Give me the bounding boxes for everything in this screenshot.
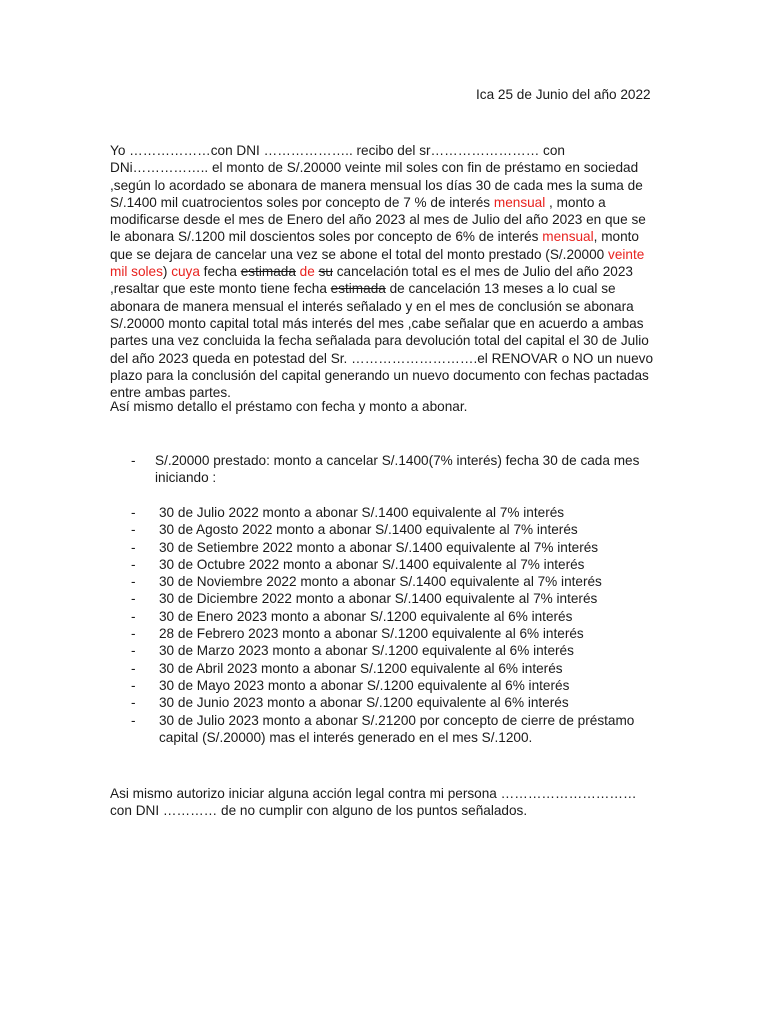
bullet-dash: - (131, 608, 136, 624)
payment-item (131, 642, 661, 659)
text-segment: fecha (199, 264, 241, 280)
payment-text: 30 de Diciembre 2022 monto a abonar S/.1400 equivalente al 7% interés (159, 591, 598, 607)
payment-text: 30 de Abril 2023 monto a abonar S/.1200 equivalente al 6% interés (159, 660, 563, 676)
bullet-dash: - (131, 505, 136, 520)
bullet-dash: - (131, 522, 136, 538)
payment-text: 30 de Julio 2022 monto a abonar S/.1400 equivalente al 7% interés (159, 505, 565, 520)
payment-text: 30 de Mayo 2023 monto a abonar S/.1200 equivalente al 6% interés (159, 677, 570, 693)
payment-text: 30 de Junio 2023 monto a abonar S/.1200 equivalente al 6% interés (159, 695, 569, 711)
payment-text: 30 de Julio 2023 monto a abonar S/.21200 por concepto de cierre de préstamo capital (S/.20000) mas el interés generado en el mes S/.1200. (159, 712, 635, 745)
loan-summary-text: S/.20000 prestado: monto a cancelar S/.1400(7% interés) fecha 30 de cada mes iniciando : (155, 453, 640, 486)
strikethrough-text: su (318, 264, 333, 280)
payment-item (131, 556, 661, 573)
strikethrough-text: estimada (240, 264, 296, 280)
text-segment: , monto a modificarse desde el mes de Enero del año 2023 al mes de Julio del año 2023 en que se le abonara S/.1200 mil doscientos soles por concepto de 6% de interés (110, 194, 646, 245)
bullet-dash: - (131, 591, 136, 607)
payment-item (131, 573, 661, 590)
payment-item (131, 625, 661, 642)
bullet-dash: - (131, 712, 136, 728)
payment-text: 30 de Octubre 2022 monto a abonar S/.1400 equivalente al 7% interés (159, 556, 585, 572)
payment-item (131, 677, 661, 694)
text-segment: , monto que se dejara de cancelar una vez se abone el total del monto prestado (S/.20000 (110, 229, 639, 262)
bullet-dash: - (131, 677, 136, 693)
payment-text: 30 de Noviembre 2022 monto a abonar S/.1400 equivalente al 7% interés (159, 574, 602, 590)
payment-item (131, 694, 661, 711)
payment-item (131, 521, 661, 538)
bullet-dash: - (131, 453, 136, 468)
payment-item (131, 590, 661, 607)
payment-text: 30 de Agosto 2022 monto a abonar S/.1400 equivalente al 7% interés (159, 522, 578, 538)
payment-item (131, 712, 661, 747)
red-highlight: de (299, 264, 315, 280)
bullet-dash: - (131, 660, 136, 676)
red-highlight: veinte mil soles (110, 246, 645, 280)
bullet-dash: - (131, 539, 136, 555)
bullet-dash: - (131, 556, 136, 572)
text-segment: Yo ………………con DNI ……………….. recibo del sr…………………… con DNi…………….. el monto de S/.20000 veinte mil soles con fin de préstamo en sociedad ,según lo acordado se abonara de manera mensual los días 30 de cada mes la suma de S/.1400 mil cuatrocientos soles por concepto de 7 % de interés (110, 143, 643, 210)
legal-authorization-paragraph: Asi mismo autorizo iniciar alguna acción legal contra mi persona …………………………con DNI ………… de no cumplir con alguno de los puntos señalados. (110, 786, 637, 819)
bullet-dash: - (131, 626, 136, 642)
bullet-dash: - (131, 643, 136, 659)
loan-agreement-paragraph (110, 142, 658, 401)
bullet-dash: - (131, 695, 136, 711)
date-line: Ica 25 de Junio del año 2022 (476, 87, 651, 102)
payment-item (131, 660, 661, 677)
text-segment: de cancelación 13 meses a lo cual se abonara de manera mensual el interés señalado y en el mes de conclusión se abonara S/.20000 monto capital total más interés del mes ,cabe señalar que en acuerdo a ambas partes una vez concluida la fecha señalada para devolución total del capital el 30 de Julio del año 2023 queda en potestad del Sr. ……………………….el RENOVAR o NO un nuevo plazo para la conclusión del capital generando un nuevo documento con fechas pactadas entre ambas partes. (110, 281, 654, 401)
payment-text: 30 de Setiembre 2022 monto a abonar S/.1400 equivalente al 7% interés (159, 539, 599, 555)
text-segment: cancelación total es el mes de Julio del año 2023 ,resaltar que este monto tiene fecha (110, 264, 633, 297)
payment-schedule-list (131, 504, 661, 746)
red-highlight: cuya (171, 264, 200, 280)
red-highlight: mensual (542, 229, 594, 245)
payment-text: 28 de Febrero 2023 monto a abonar S/.1200 equivalente al 6% interés (159, 626, 584, 642)
payment-item (131, 504, 661, 521)
payment-text: 30 de Marzo 2023 monto a abonar S/.1200 equivalente al 6% interés (159, 643, 574, 659)
text-segment: ) (162, 264, 172, 280)
payment-item (131, 539, 661, 556)
payment-item (131, 608, 661, 625)
strikethrough-text: estimada (330, 281, 386, 297)
detail-intro-paragraph: Así mismo detallo el préstamo con fecha y monto a abonar. (110, 399, 468, 414)
bullet-dash: - (131, 574, 136, 590)
payment-text: 30 de Enero 2023 monto a abonar S/.1200 equivalente al 6% interés (159, 608, 573, 624)
red-highlight: mensual (493, 194, 546, 210)
